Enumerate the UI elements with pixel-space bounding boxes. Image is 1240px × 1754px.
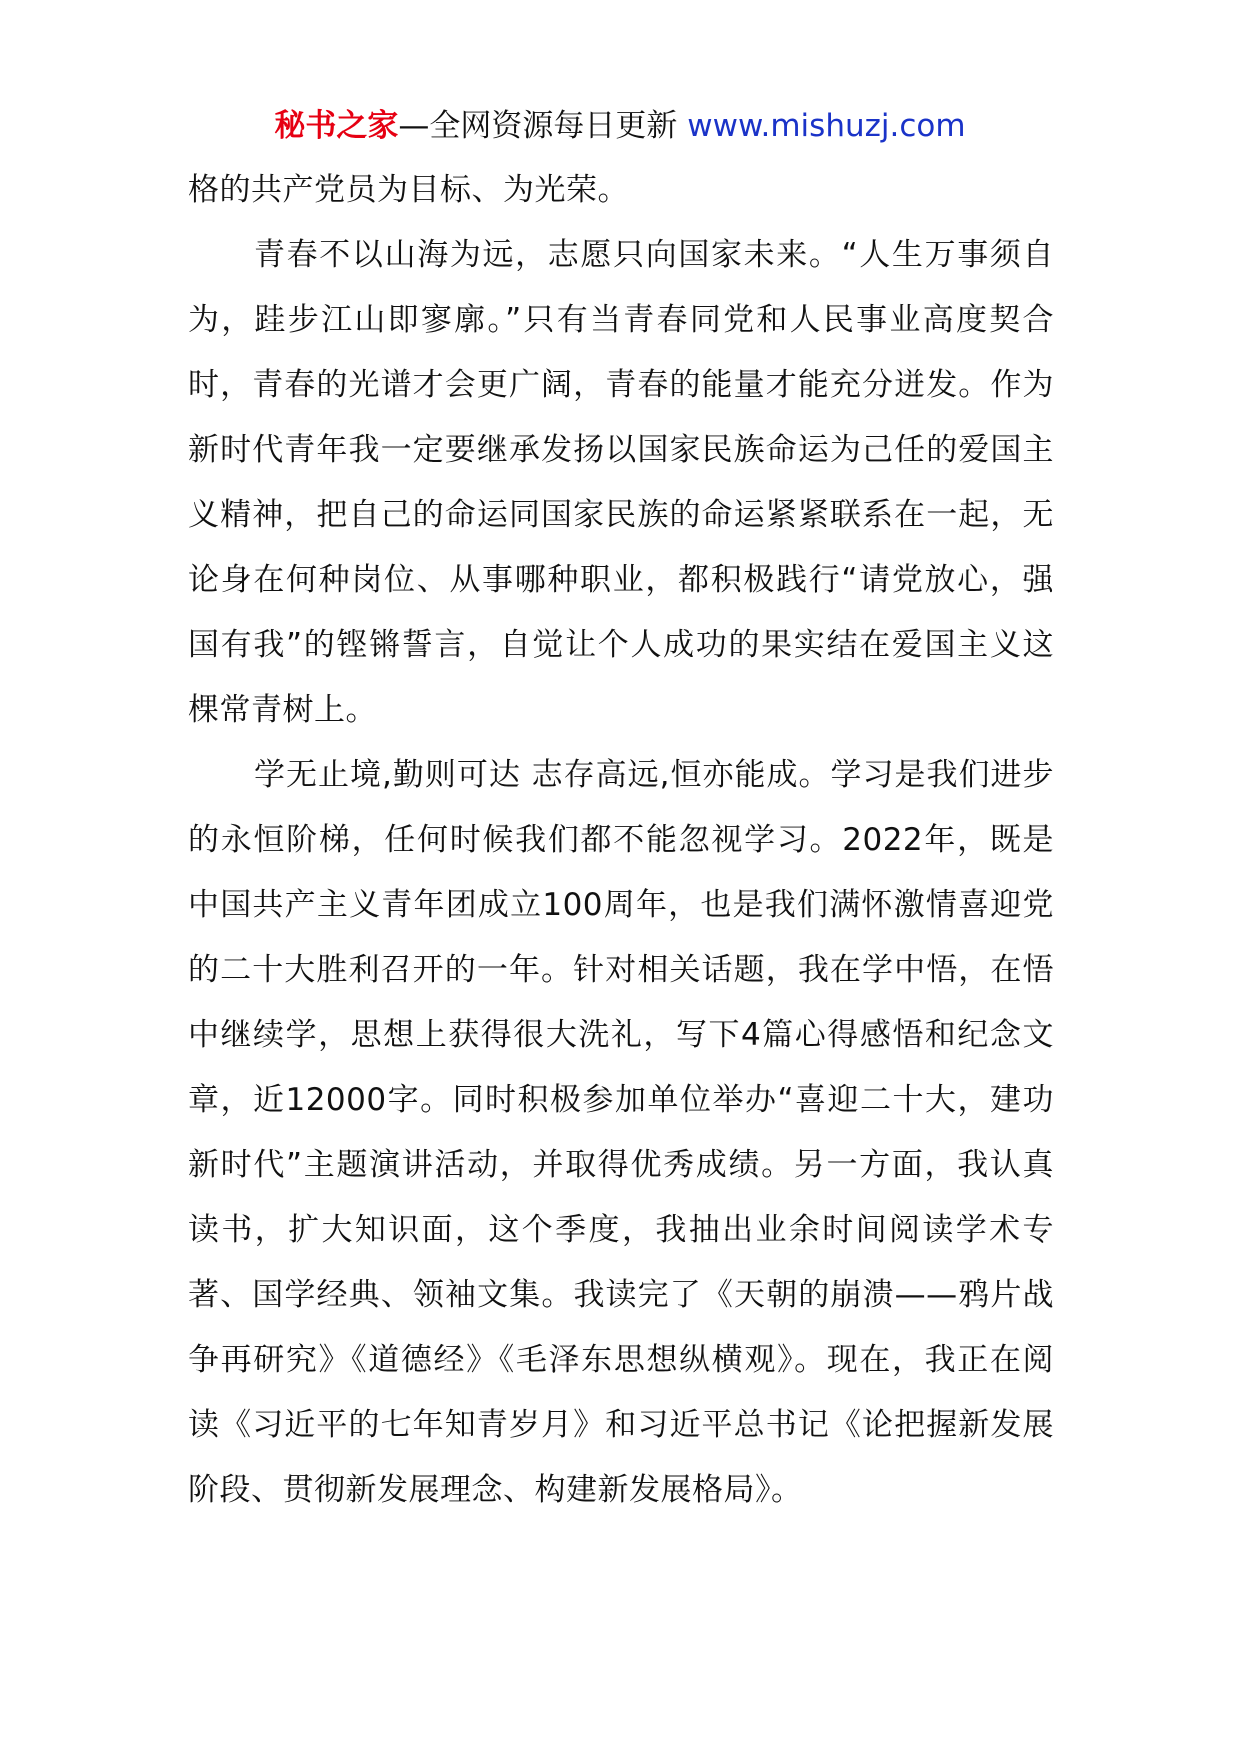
paragraph-study: 学无止境,勤则可达 志存高远,恒亦能成。学习是我们进步的永恒阶梯，任何时候我们都不能忽视学习。2022年，既是中国共产主义青年团成立100周年，也是我们满怀激情喜迎党的二十大胜利召开的一年。针对相关话题，我在学中悟，在悟中继续学，思想上获得很大洗礼，写下4篇心得感悟和纪念文章，近12000字。同时积极参加单位举办“喜迎二十大，建功新时代”主题演讲活动，并取得优秀成绩。另一方面，我认真读书，扩大知识面，这个季度，我抽出业余时间阅读学术专著、国学经典、领袖文集。我读完了《天朝的崩溃——鸦片战争再研究》《道德经》《毛泽东思想纵横观》。现在，我正在阅读《习近平的七年知青岁月》和习近平总书记《论把握新发展阶段、贯彻新发展理念、构建新发展格局》。: [188, 757, 1054, 1508]
header-tagline: —全网资源每日更新: [398, 108, 678, 144]
site-header: [0, 104, 1240, 148]
brand-name: 秘书之家: [274, 108, 399, 144]
paragraph-continuation: 格的共产党员为目标、为光荣。: [188, 172, 629, 208]
document-body: [188, 158, 1054, 1523]
paragraph-youth: 青春不以山海为远，志愿只向国家未来。“人生万事须自为，跬步江山即寥廓。”只有当青春同党和人民事业高度契合时，青春的光谱才会更广阔，青春的能量才能充分迸发。作为新时代青年我一定要继承发扬以国家民族命运为己任的爱国主义精神，把自己的命运同国家民族的命运紧紧联系在一起，无论身在何种岗位、从事哪种职业，都积极践行“请党放心，强国有我”的铿锵誓言，自觉让个人成功的果实结在爱国主义这棵常青树上。: [188, 237, 1054, 728]
site-url-link[interactable]: www.mishuzj.com: [687, 108, 966, 144]
